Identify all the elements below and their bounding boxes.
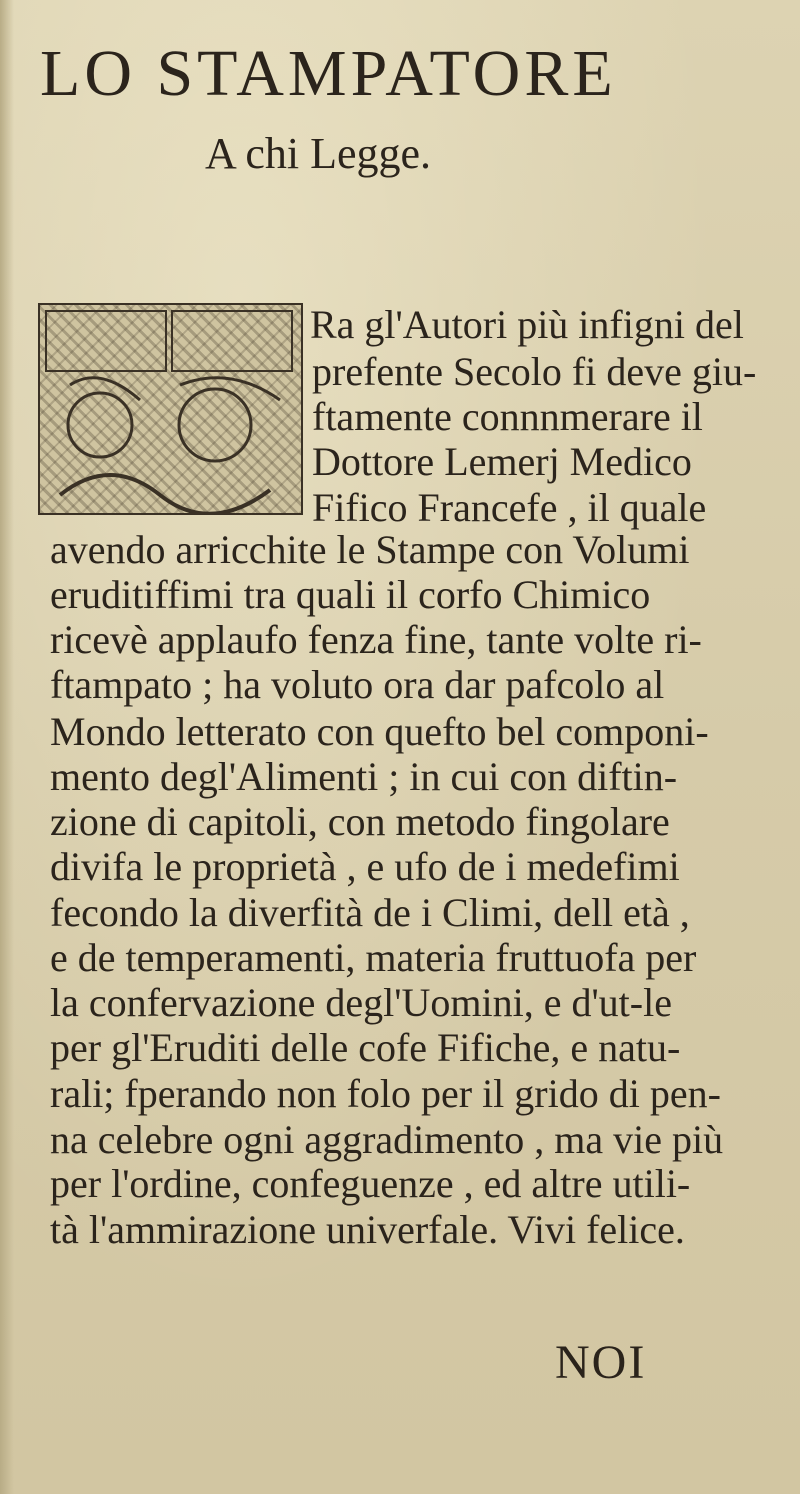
text-line: avendo arricchite le Stampe con Volumi bbox=[50, 527, 690, 572]
text-line: tà l'ammirazione univerfale. Vivi felice. bbox=[50, 1207, 685, 1252]
text-line: fecondo la diverfità de i Climi, dell età , bbox=[50, 890, 690, 935]
text-line: zione di capitoli, con metodo fingolare bbox=[50, 799, 670, 844]
ornamental-initial bbox=[38, 303, 303, 515]
text-line: Mondo letterato con quefto bel componi- bbox=[50, 709, 709, 754]
text-line: ricevè applaufo fenza fine, tante volte ri- bbox=[50, 617, 702, 662]
text-line: rali; fperando non folo per il grido di pen- bbox=[50, 1071, 721, 1116]
ornament-icon bbox=[40, 305, 301, 513]
page-subtitle: A chi Legge. bbox=[205, 129, 432, 178]
page-title: LO STAMPATORE bbox=[40, 37, 617, 110]
text-line-dropcap: Ra gl'Autori più infigni del bbox=[310, 302, 744, 347]
text-line: la confervazione degl'Uomini, e d'ut-le bbox=[50, 980, 672, 1025]
text-line: eruditiffimi tra quali il corfo Chimico bbox=[50, 572, 651, 617]
text-line: Fifico Francefe , il quale bbox=[312, 485, 707, 530]
text-line: na celebre ogni aggradimento , ma vie più bbox=[50, 1117, 724, 1162]
text-line: prefente Secolo fi deve giu- bbox=[312, 349, 757, 394]
text-line: Dottore Lemerj Medico bbox=[312, 439, 692, 484]
text-line: divifa le proprietà , e ufo de i medefimi bbox=[50, 844, 680, 889]
catchword: NOI bbox=[555, 1336, 647, 1389]
text-line: e de temperamenti, materia fruttuofa per bbox=[50, 935, 697, 980]
text-line: per l'ordine, confeguenze , ed altre utili- bbox=[50, 1161, 691, 1206]
text-line: ftampato ; ha voluto ora dar pafcolo al bbox=[50, 662, 665, 707]
text-line: per gl'Eruditi delle cofe Fifiche, e natu- bbox=[50, 1025, 681, 1070]
page-edge-shadow bbox=[0, 0, 14, 1494]
text-line: mento degl'Alimenti ; in cui con diftin- bbox=[50, 754, 678, 799]
text-line: ftamente connnmerare il bbox=[312, 394, 703, 439]
